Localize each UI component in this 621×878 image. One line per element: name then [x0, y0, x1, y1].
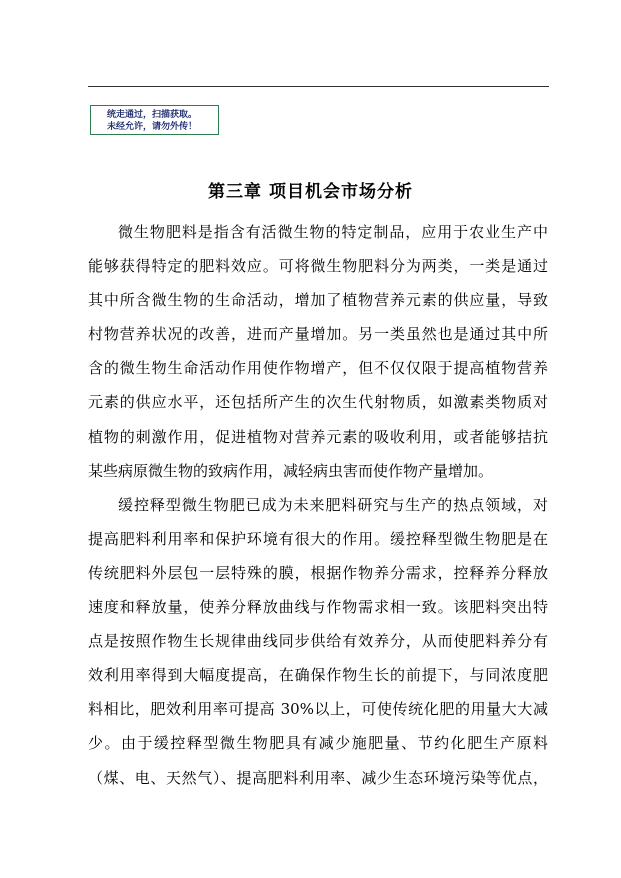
stamp-line-1: 统走通过，扫描获取。	[107, 110, 198, 120]
paragraph-2-line: （煤、电、天然气）、提高肥料利用率、减少生态环境污染等优点，	[88, 768, 548, 787]
paragraph-2-line: 料相比，肥效利用率可提高 30%以上，可使传统化肥的用量大大减	[88, 700, 548, 719]
paragraph-2-line: 速度和释放量，使养分释放曲线与作物需求相一致。该肥料突出特	[88, 598, 548, 617]
paragraph-2-line: 点是按照作物生长规律曲线同步供给有效养分，从而使肥料养分有	[88, 632, 548, 651]
header-stamp	[90, 105, 219, 135]
paragraph-1-line: 元素的供应水平，还包括所产生的次生代射物质，如激素类物质对	[88, 393, 548, 412]
header-rule	[88, 86, 549, 87]
chapter-title: 第三章 项目机会市场分析	[208, 182, 413, 202]
paragraph-2-line: 少。由于缓控释型微生物肥具有减少施肥量、节约化肥生产原料	[88, 734, 548, 753]
body-text	[88, 221, 548, 801]
paragraph-2-line: 缓控释型微生物肥已成为未来肥料研究与生产的热点领域，对	[118, 495, 548, 514]
stamp-line-2: 未经允许，请勿外传！	[107, 122, 198, 132]
paragraph-1-line: 植物的刺激作用，促进植物对营养元素的吸收利用，或者能够拮抗	[88, 427, 548, 446]
paragraph-1-line: 村物营养状况的改善，进而产量增加。另一类虽然也是通过其中所	[88, 325, 548, 344]
paragraph-1-line: 某些病原微生物的致病作用，减轻病虫害而使作物产量增加。	[88, 461, 494, 480]
paragraph-1-line: 微生物肥料是指含有活微生物的特定制品，应用于农业生产中	[118, 223, 548, 241]
paragraph-1-line: 能够获得特定的肥料效应。可将微生物肥料分为两类，一类是通过	[88, 257, 548, 276]
paragraph-2-line: 效利用率得到大幅度提高，在确保作物生长的前提下，与同浓度肥	[88, 666, 548, 685]
paragraph-1-line: 含的微生物生命活动作用使作物增产，但不仅仅限于提高植物营养	[88, 359, 548, 378]
paragraph-1-line: 其中所含微生物的生命活动，增加了植物营养元素的供应量，导致	[88, 291, 548, 310]
paragraph-2-line: 提高肥料利用率和保护环境有很大的作用。缓控释型微生物肥是在	[88, 529, 548, 548]
paragraph-2-line: 传统肥料外层包一层特殊的膜，根据作物养分需求，控释养分释放	[88, 563, 548, 582]
